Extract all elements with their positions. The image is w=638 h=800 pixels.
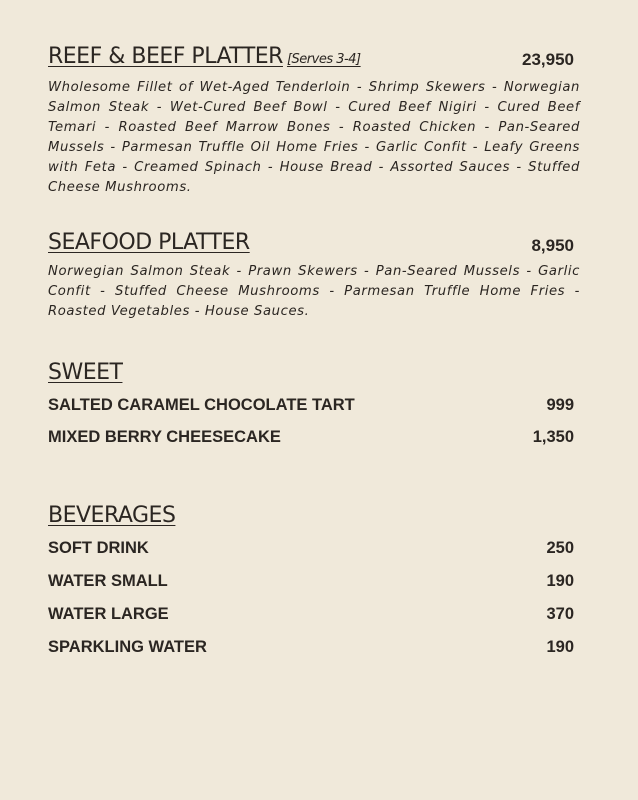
menu-item-price: 190 xyxy=(546,572,574,590)
menu-item-name: SALTED CARAMEL CHOCOLATE TART xyxy=(48,396,355,414)
menu-item xyxy=(48,605,574,624)
reef-beef-title-text: REEF & BEEF PLATTER xyxy=(48,44,283,69)
seafood-description: Norwegian Salmon Steak - Prawn Skewers - Pan-Seared Mussels - Garlic Confit - Stuffed Cheese Mushrooms - Parmesan Truffle Home Fries - Roasted Vegetables - House Sauces. xyxy=(48,264,580,319)
menu-item-price: 1,350 xyxy=(532,428,574,446)
reef-beef-serves: [Serves 3-4] xyxy=(286,52,361,67)
menu-item xyxy=(48,396,574,415)
menu-item-price: 250 xyxy=(546,539,574,557)
menu-item-price: 190 xyxy=(546,638,574,656)
sweet-title: SWEET xyxy=(48,360,123,385)
menu-item-name: WATER LARGE xyxy=(48,605,169,623)
menu-item-name: SPARKLING WATER xyxy=(48,638,207,656)
reef-beef-title xyxy=(48,44,361,69)
menu-item-price: 370 xyxy=(546,605,574,623)
menu-item xyxy=(48,428,574,447)
seafood-title: SEAFOOD PLATTER xyxy=(48,230,250,255)
menu-item-name: SOFT DRINK xyxy=(48,539,149,557)
menu-item-name: MIXED BERRY CHEESECAKE xyxy=(48,428,281,446)
reef-beef-price: 23,950 xyxy=(522,50,574,69)
reef-beef-description: Wholesome Fillet of Wet-Aged Tenderloin - Shrimp Skewers - Norwegian Salmon Steak - Wet-Cured Beef Bowl - Cured Beef Nigiri - Cured Beef Temari - Roasted Beef Marrow Bones - Roasted Chicken - Pan-Seared Mussels - Parmesan Truffle Oil Home Fries - Garlic Confit - Leafy Greens with Feta - Creamed Spinach - House Bread - Assorted Sauces - Stuffed Cheese Mushrooms. xyxy=(48,80,580,195)
menu-item-price: 999 xyxy=(546,396,574,414)
menu-item xyxy=(48,539,574,558)
menu-item xyxy=(48,572,574,591)
menu-item xyxy=(48,638,574,657)
beverages-title: BEVERAGES xyxy=(48,503,176,528)
seafood-price: 8,950 xyxy=(531,236,574,255)
menu-item-name: WATER SMALL xyxy=(48,572,168,590)
